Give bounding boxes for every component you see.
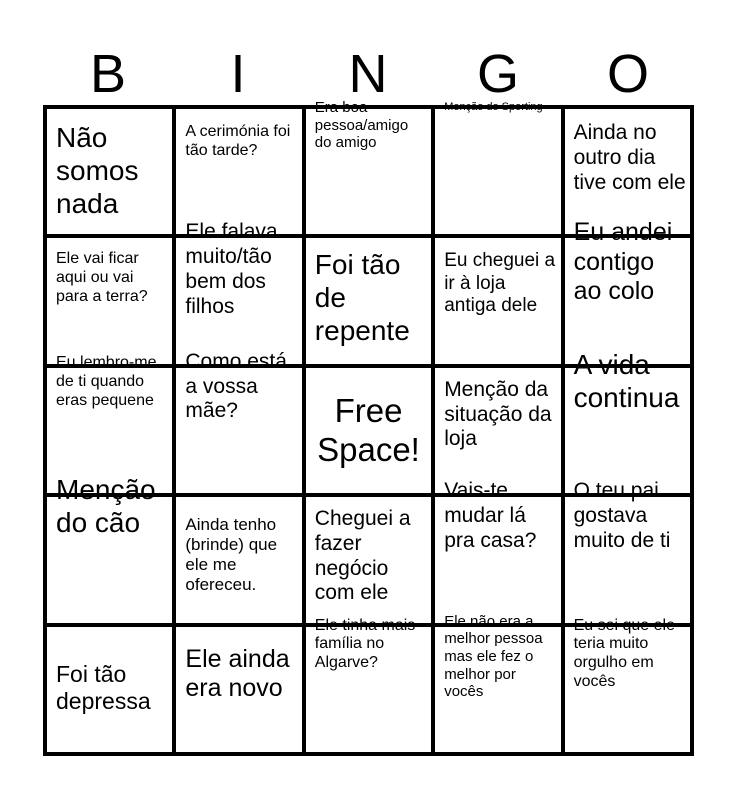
bingo-grid bbox=[43, 99, 694, 756]
header-letter-g: G bbox=[476, 44, 519, 104]
header-letter-o: O bbox=[606, 44, 649, 104]
bingo-cell[interactable] bbox=[565, 218, 690, 363]
bingo-cell-text: Ele vai ficar aqui ou vai para a terra? bbox=[56, 250, 148, 306]
bingo-cell-text: A vida continua bbox=[573, 348, 680, 413]
bingo-cell-text: Ele não era a melhor pessoa mas ele fez o melhor por vocês bbox=[444, 612, 543, 701]
bingo-cell-text: Ainda no outro dia tive com ele bbox=[573, 121, 686, 194]
bingo-cell[interactable] bbox=[176, 627, 301, 752]
bingo-cell[interactable] bbox=[47, 627, 172, 752]
bingo-cell-text: Eu lembro-me de ti quando eras pequene bbox=[56, 353, 157, 409]
bingo-cell[interactable] bbox=[565, 479, 690, 622]
bingo-cell[interactable] bbox=[306, 497, 431, 622]
bingo-cell[interactable] bbox=[435, 238, 560, 363]
bingo-cell-text: Como está a vossa mãe? bbox=[185, 349, 287, 423]
bingo-cell[interactable] bbox=[176, 497, 301, 622]
bingo-cell[interactable] bbox=[565, 348, 690, 493]
header-letter-n: N bbox=[348, 44, 388, 104]
bingo-cell-text: Eu sei que ele teria muito orgulho em vocês bbox=[573, 616, 675, 691]
bingo-cell[interactable] bbox=[435, 612, 560, 752]
bingo-cell-text: Menção do cão bbox=[56, 474, 156, 539]
bingo-cell-text: Menção do Sporting bbox=[444, 101, 543, 113]
bingo-cell[interactable] bbox=[306, 238, 431, 363]
bingo-cell[interactable] bbox=[47, 238, 172, 363]
bingo-cell-text: Ele falava muito/tão bem dos filhos bbox=[185, 220, 278, 318]
bingo-cell[interactable] bbox=[306, 368, 431, 493]
bingo-cell[interactable] bbox=[565, 109, 690, 234]
bingo-cell-text: O teu pai gostava muito de ti bbox=[573, 479, 671, 552]
bingo-cell-text: Eu andei contigo ao colo bbox=[573, 218, 673, 306]
bingo-cell[interactable] bbox=[306, 99, 431, 234]
bingo-cell[interactable] bbox=[565, 616, 690, 752]
bingo-cell[interactable] bbox=[47, 109, 172, 234]
bingo-header bbox=[43, 42, 694, 106]
bingo-cell[interactable] bbox=[435, 368, 560, 493]
bingo-cell-text: Menção da situação da loja bbox=[444, 377, 552, 451]
bingo-cell-text: Ele tinha mais família no Algarve? bbox=[314, 616, 416, 672]
bingo-cell[interactable] bbox=[176, 109, 301, 234]
bingo-cell-text: Ele ainda era novo bbox=[185, 644, 290, 703]
bingo-cell[interactable] bbox=[435, 101, 560, 234]
bingo-cell-text: A cerimónia foi tão tarde? bbox=[185, 123, 291, 159]
bingo-cell[interactable] bbox=[306, 616, 431, 752]
bingo-cell[interactable] bbox=[176, 220, 301, 363]
bingo-cell-text: Foi tão de repente bbox=[314, 249, 410, 347]
bingo-cell-text: Não somos nada bbox=[56, 122, 139, 220]
header-letter-i: I bbox=[230, 44, 246, 104]
free-space-label: Free Space! bbox=[317, 391, 420, 468]
bingo-cell[interactable] bbox=[435, 479, 560, 622]
bingo-cell[interactable] bbox=[176, 349, 301, 493]
header-letter-b: B bbox=[89, 44, 127, 104]
bingo-cell[interactable] bbox=[47, 474, 172, 622]
bingo-cell-text: Ainda tenho (brinde) que ele me ofereceu. bbox=[185, 515, 278, 595]
bingo-cell-text: Cheguei a fazer negócio com ele bbox=[314, 507, 411, 605]
bingo-cell-text: Foi tão depressa bbox=[56, 660, 151, 714]
bingo-cell-text: Era boa pessoa/amigo do amigo bbox=[314, 99, 409, 152]
bingo-cell-text: Vais-te mudar lá pra casa? bbox=[444, 479, 537, 552]
bingo-cell-text: Eu cheguei a ir à loja antiga dele bbox=[444, 250, 556, 317]
